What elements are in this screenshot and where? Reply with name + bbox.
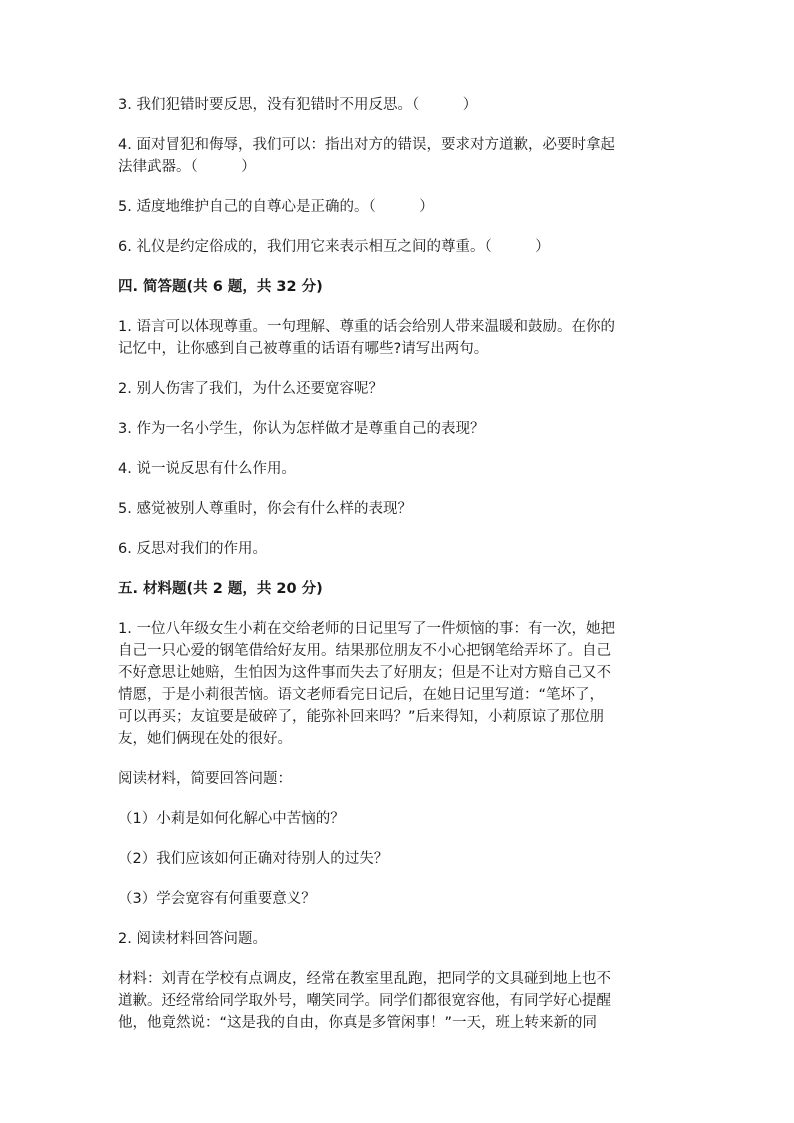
judgement-q4-line2: 法律武器。（ ）	[118, 159, 256, 175]
judgement-q5: 5. 适度地维护自己的自尊心是正确的。（ ）	[118, 199, 434, 215]
material1-sub2: （2）我们应该如何正确对待别人的过失？	[118, 851, 389, 867]
section5-material2	[118, 968, 678, 1034]
judgement-q3: 3. 我们犯错时要反思，没有犯错时不用反思。（ ）	[118, 97, 478, 113]
material1-line: 自己一只心爱的钢笔借给好友用。结果那位朋友不小心把钢笔给弄坏了。自己	[118, 643, 611, 659]
material1-line: 情愿，于是小莉很苦恼。语文老师看完日记后，在她日记里写道：“笔坏了，	[118, 687, 605, 703]
judgement-q6: 6. 礼仪是约定俗成的，我们用它来表示相互之间的尊重。（ ）	[118, 239, 550, 255]
section5-heading: 五. 材料题(共 2 题，共 20 分)	[118, 581, 323, 597]
material2-line: 他，他竟然说：“这是我的自由，你真是多管闲事！”一天，班上转来新的同	[118, 1015, 598, 1031]
section4-q6: 6. 反思对我们的作用。	[118, 541, 267, 557]
material1-line: 1. 一位八年级女生小莉在交给老师的日记里写了一件烦恼的事：有一次，她把	[118, 621, 615, 637]
section4-q2: 2. 别人伤害了我们，为什么还要宽容呢？	[118, 381, 383, 397]
judgement-q4	[118, 134, 678, 178]
material1-line: 不好意思让她赔，生怕因为这件事而失去了好朋友；但是不让对方赔自己又不	[118, 665, 611, 681]
section4-q1-line1: 1. 语言可以体现尊重。一句理解、尊重的话会给别人带来温暖和鼓励。在你的	[118, 319, 615, 335]
document-page	[118, 94, 678, 1034]
material2-title: 2. 阅读材料回答问题。	[118, 931, 267, 947]
judgement-q4-line1: 4. 面对冒犯和侮辱，我们可以：指出对方的错误，要求对方道歉，必要时拿起	[118, 137, 615, 153]
section4-heading: 四. 简答题(共 6 题，共 32 分)	[118, 279, 323, 295]
material1-prompt: 阅读材料，简要回答问题：	[118, 771, 292, 787]
section5-material1	[118, 618, 678, 750]
section4-q5: 5. 感觉被别人尊重时，你会有什么样的表现？	[118, 501, 412, 517]
material1-line: 可以再买；友谊要是破碎了，能弥补回来吗？”后来得知，小莉原谅了那位朋	[118, 709, 605, 725]
material2-line: 材料：刘青在学校有点调皮，经常在教室里乱跑，把同学的文具碰到地上也不	[118, 971, 611, 987]
section4-q1-line2: 记忆中，让你感到自己被尊重的话语有哪些?请写出两句。	[118, 341, 489, 357]
material1-sub1: （1）小莉是如何化解心中苦恼的？	[118, 811, 345, 827]
material1-line: 友，她们俩现在处的很好。	[118, 731, 292, 747]
section4-q3: 3. 作为一名小学生，你认为怎样做才是尊重自己的表现？	[118, 421, 485, 437]
section4-q4: 4. 说一说反思有什么作用。	[118, 461, 296, 477]
material1-sub3: （3）学会宽容有何重要意义？	[118, 891, 316, 907]
section4-q1	[118, 316, 678, 360]
material2-line: 道歉。还经常给同学取外号，嘲笑同学。同学们都很宽容他，有同学好心提醒	[118, 993, 611, 1009]
